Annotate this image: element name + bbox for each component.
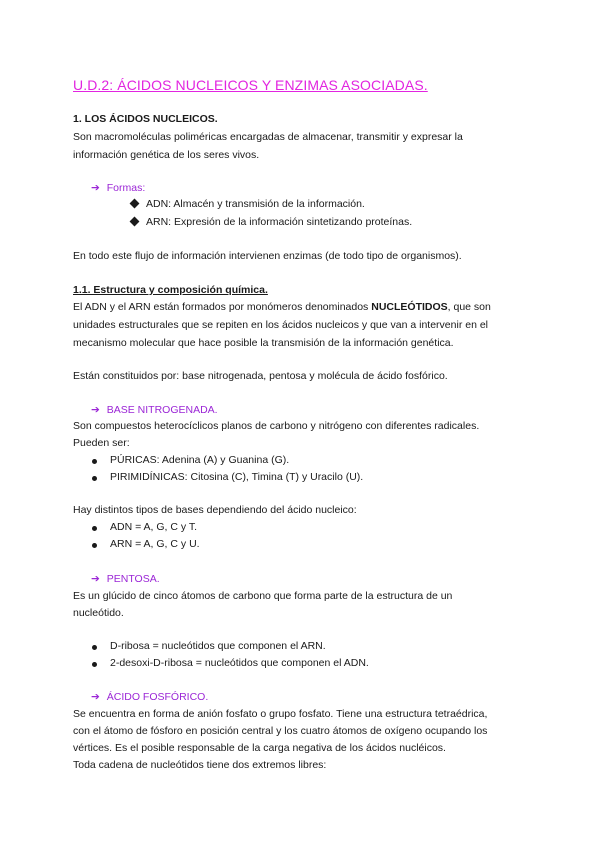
tipos-paragraph: Hay distintos tipos de bases dependiendo del ácido nucleico: (73, 504, 357, 516)
diamond-bullet-icon (130, 217, 140, 227)
fosforico-line-1: Se encuentra en forma de anión fosfato o grupo fosfato. Tiene una estructura tetraédrica, (73, 708, 488, 720)
bullet-icon (92, 662, 97, 667)
pentosa-item-ribosa: D-ribosa = nucleótidos que componen el ARN. (110, 640, 326, 652)
section-1-para-line-2: información genética de los seres vivos. (73, 149, 260, 161)
arrow-icon: ➔ (91, 182, 100, 194)
base-item-pirimidinicas: PIRIMIDÍNICAS: Citosina (C), Timina (T) y Uracilo (U). (110, 471, 364, 483)
fosforico-line-2: con el átomo de fósforo en posición central y los cuatro átomos de oxígeno ocupando los (73, 725, 488, 737)
tipos-item-arn: ARN = A, G, C y U. (110, 538, 200, 550)
formas-item-adn: ADN: Almacén y transmisión de la información. (146, 198, 365, 210)
section-1-1-para-line-3: mecanismo molecular que hace posible la transmisión de la información genética. (73, 337, 454, 349)
diamond-bullet-icon (130, 199, 140, 209)
fosforico-line-4: Toda cadena de nucleótidos tiene dos extremos libres: (73, 759, 327, 771)
formas-item-arn: ARN: Expresión de la información sintetizando proteínas. (146, 216, 413, 228)
base-label: BASE NITROGENADA. (106, 404, 218, 416)
nucleotidos-term: NUCLEÓTIDOS (371, 301, 448, 313)
tipos-item-adn: ADN = A, G, C y T. (110, 521, 198, 533)
bullet-icon (92, 459, 97, 464)
pentosa-label: PENTOSA. (106, 573, 160, 585)
section-1-para-line-1: Son macromoléculas poliméricas encargadas de almacenar, transmitir y expresar la (73, 131, 463, 143)
base-item-puricas: PÚRICAS: Adenina (A) y Guanina (G). (110, 454, 290, 466)
base-line-2: Pueden ser: (73, 437, 130, 449)
pentosa-line-2: nucleótido. (73, 607, 124, 619)
fosforico-heading (91, 690, 208, 704)
bullet-icon (92, 476, 97, 481)
bullet-icon (92, 526, 97, 531)
arrow-icon: ➔ (91, 404, 100, 416)
pentosa-line-1: Es un glúcido de cinco átomos de carbono que forma parte de la estructura de un (73, 590, 453, 602)
section-1-heading: 1. LOS ÁCIDOS NUCLEICOS. (73, 113, 218, 125)
para-text: El ADN y el ARN están formados por monómeros denominados (73, 301, 372, 313)
formas-heading (91, 181, 145, 195)
arrow-icon: ➔ (91, 573, 100, 585)
section-1-1-para-line-2: unidades estructurales que se repiten en los ácidos nucleicos y que van a intervenir en el (73, 319, 489, 331)
section-1-1-para-line-1 (73, 300, 491, 314)
formas-label: Formas: (106, 182, 146, 194)
document-title: U.D.2: ÁCIDOS NUCLEICOS Y ENZIMAS ASOCIADAS. (73, 77, 428, 93)
bullet-icon (92, 543, 97, 548)
fosforico-label: ÁCIDO FOSFÓRICO. (106, 691, 209, 703)
section-1-1-heading: 1.1. Estructura y composición química. (73, 284, 268, 296)
flujo-paragraph: En todo este flujo de información intervienen enzimas (de todo tipo de organismos). (73, 250, 462, 262)
para-text: , que son (447, 301, 491, 313)
bullet-icon (92, 645, 97, 650)
arrow-icon: ➔ (91, 691, 100, 703)
pentosa-item-desoxirribosa: 2-desoxi-D-ribosa = nucleótidos que componen el ADN. (110, 657, 369, 669)
pentosa-heading (91, 572, 160, 586)
base-heading (91, 403, 218, 417)
base-line-1: Son compuestos heterocíclicos planos de carbono y nitrógeno con diferentes radicales. (73, 420, 480, 432)
constituidos-paragraph: Están constituidos por: base nitrogenada, pentosa y molécula de ácido fosfórico. (73, 370, 448, 382)
fosforico-line-3: vértices. Es el posible responsable de la carga negativa de los ácidos nucléicos. (73, 742, 446, 754)
